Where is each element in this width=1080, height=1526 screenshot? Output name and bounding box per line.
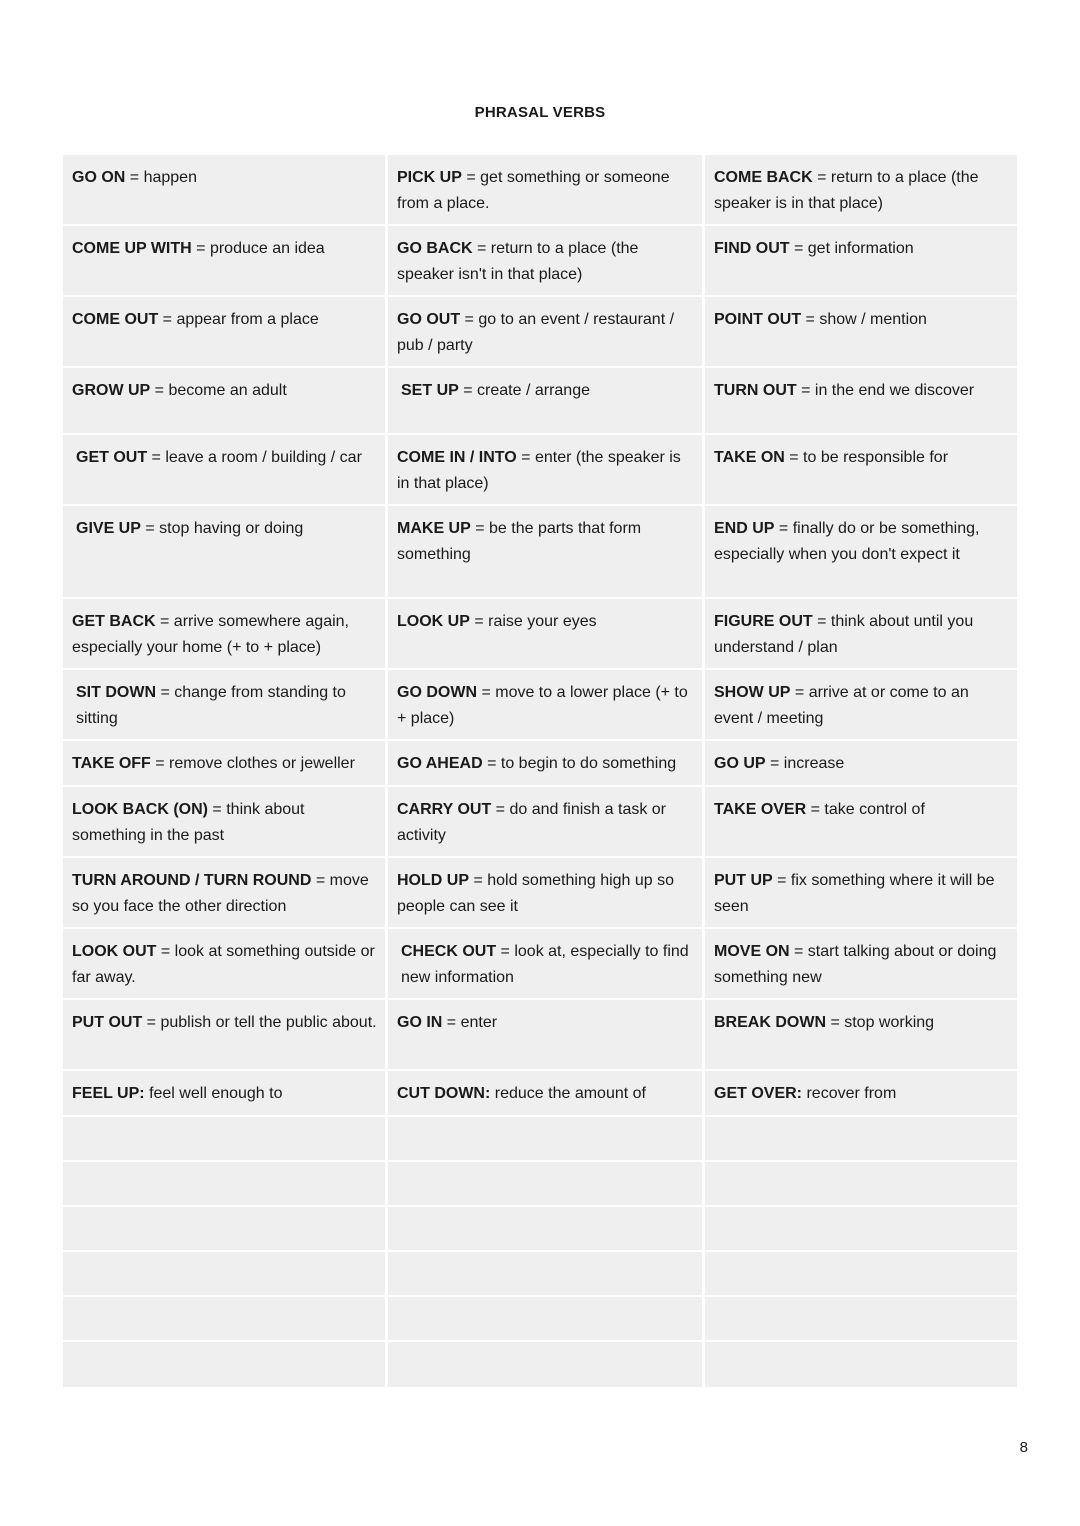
table-cell bbox=[388, 599, 702, 670]
definition: look at, especially to find new information bbox=[401, 943, 689, 986]
definition: stop having or doing bbox=[159, 520, 304, 537]
table-cell bbox=[388, 155, 702, 226]
phrasal-verb: CHECK OUT bbox=[401, 943, 497, 960]
separator: = bbox=[469, 613, 489, 630]
definition: publish or tell the public about. bbox=[160, 1014, 377, 1031]
table-cell bbox=[705, 599, 1017, 670]
separator: = bbox=[790, 684, 809, 701]
phrasal-verb: PICK UP bbox=[397, 169, 462, 186]
table-cell bbox=[705, 858, 1017, 929]
separator: = bbox=[150, 755, 170, 772]
phrasal-verb: GROW UP bbox=[72, 382, 151, 399]
separator: = bbox=[472, 240, 491, 257]
separator: = bbox=[482, 755, 501, 772]
definition: appear from a place bbox=[176, 311, 319, 328]
separator: = bbox=[812, 613, 831, 630]
separator: = bbox=[789, 943, 808, 960]
definition: look at something outside or far away. bbox=[72, 943, 375, 986]
separator: = bbox=[470, 520, 490, 537]
separator: = bbox=[155, 613, 174, 630]
definition: move so you face the other direction bbox=[72, 872, 369, 915]
separator: = bbox=[516, 449, 535, 466]
empty-cell bbox=[705, 1252, 1017, 1297]
phrasal-verb: GO ON bbox=[72, 169, 126, 186]
table-cell bbox=[388, 670, 702, 741]
table-cell bbox=[705, 506, 1017, 599]
separator: = bbox=[469, 872, 488, 889]
empty-cell bbox=[705, 1117, 1017, 1162]
separator: = bbox=[772, 872, 791, 889]
separator: = bbox=[156, 684, 175, 701]
phrasal-verb: TAKE OFF bbox=[72, 755, 151, 772]
definition: become an adult bbox=[168, 382, 287, 399]
separator: = bbox=[442, 1014, 461, 1031]
definition: enter (the speaker is in that place) bbox=[397, 449, 681, 492]
page-title: PHRASAL VERBS bbox=[474, 104, 606, 121]
table-cell bbox=[705, 741, 1017, 787]
separator: = bbox=[477, 684, 496, 701]
separator: = bbox=[826, 1014, 845, 1031]
empty-cell bbox=[388, 1162, 702, 1207]
definition: happen bbox=[143, 169, 197, 186]
separator: = bbox=[491, 801, 510, 818]
definition: return to a place (the speaker isn't in that place) bbox=[397, 240, 639, 283]
phrasal-verb: FIGURE OUT bbox=[714, 613, 813, 630]
definition: take control of bbox=[824, 801, 925, 818]
definition: feel well enough to bbox=[149, 1085, 283, 1102]
definition: fix something where it will be seen bbox=[714, 872, 995, 915]
table-cell bbox=[388, 297, 702, 368]
phrasal-verb: GO AHEAD bbox=[397, 755, 483, 772]
empty-cell bbox=[388, 1342, 702, 1387]
table-cell bbox=[705, 297, 1017, 368]
phrasal-verb: GO DOWN bbox=[397, 684, 477, 701]
table-cell bbox=[705, 1071, 1017, 1117]
table-cell bbox=[388, 435, 702, 506]
table-cell bbox=[388, 1071, 702, 1117]
definition: arrive somewhere again, especially your home (+ to + place) bbox=[72, 613, 349, 656]
definition: move to a lower place (+ to + place) bbox=[397, 684, 688, 727]
table-cell bbox=[705, 1000, 1017, 1071]
separator: = bbox=[156, 943, 175, 960]
phrasal-verb: GO IN bbox=[397, 1014, 443, 1031]
separator: = bbox=[784, 449, 804, 466]
phrasal-verb: SIT DOWN bbox=[76, 684, 156, 701]
definition: think about something in the past bbox=[72, 801, 305, 844]
definition: do and finish a task or activity bbox=[397, 801, 667, 844]
empty-cell bbox=[63, 1297, 385, 1342]
separator: = bbox=[765, 755, 784, 772]
separator: = bbox=[774, 520, 793, 537]
table-cell bbox=[388, 858, 702, 929]
empty-cell bbox=[705, 1342, 1017, 1387]
definition: hold something high up so people can see it bbox=[397, 872, 675, 915]
definition: get something or someone from a place. bbox=[397, 169, 670, 212]
table-cell bbox=[705, 929, 1017, 1000]
page-number: 8 bbox=[1019, 1439, 1028, 1456]
definition: be the parts that form something bbox=[397, 520, 642, 563]
empty-cell bbox=[705, 1162, 1017, 1207]
definition: finally do or be something, especially when you don't expect it bbox=[714, 520, 980, 563]
phrasal-verbs-table bbox=[63, 155, 1017, 1387]
phrasal-verb: FIND OUT bbox=[714, 240, 790, 257]
empty-cell bbox=[63, 1342, 385, 1387]
definition: enter bbox=[460, 1014, 498, 1031]
definition: remove clothes or jeweller bbox=[169, 755, 355, 772]
table-cell bbox=[705, 435, 1017, 506]
separator: = bbox=[789, 240, 808, 257]
phrasal-verb: GO UP bbox=[714, 755, 766, 772]
table-cell bbox=[705, 670, 1017, 741]
definition: recover from bbox=[806, 1085, 897, 1102]
table-cell bbox=[388, 787, 702, 858]
table-cell bbox=[388, 506, 702, 599]
separator: = bbox=[458, 382, 478, 399]
phrasal-verb: PUT OUT bbox=[72, 1014, 143, 1031]
phrasal-verb: LOOK BACK (ON) bbox=[72, 801, 208, 818]
table-cell bbox=[63, 155, 385, 226]
separator: = bbox=[796, 382, 815, 399]
definition: go to an event / restaurant / pub / party bbox=[397, 311, 675, 354]
phrasal-verb: TURN AROUND / TURN ROUND bbox=[72, 872, 312, 889]
separator: = bbox=[461, 169, 481, 186]
definition: get information bbox=[807, 240, 914, 257]
separator: = bbox=[142, 1014, 161, 1031]
table-cell bbox=[63, 368, 385, 435]
definition: to begin to do something bbox=[500, 755, 677, 772]
definition: think about until you understand / plan bbox=[714, 613, 974, 656]
separator: = bbox=[207, 801, 227, 818]
empty-cell bbox=[705, 1207, 1017, 1252]
table-cell bbox=[63, 858, 385, 929]
empty-cell bbox=[63, 1117, 385, 1162]
table-cell bbox=[388, 741, 702, 787]
phrasal-verb: GET OVER: bbox=[714, 1085, 803, 1102]
phrasal-verb: GET BACK bbox=[72, 613, 156, 630]
phrasal-verb: COME UP WITH bbox=[72, 240, 192, 257]
table-cell bbox=[63, 599, 385, 670]
empty-cell bbox=[63, 1162, 385, 1207]
phrasal-verb: CUT DOWN: bbox=[397, 1085, 491, 1102]
table-cell bbox=[705, 155, 1017, 226]
empty-cell bbox=[705, 1297, 1017, 1342]
table-cell bbox=[388, 368, 702, 435]
definition: arrive at or come to an event / meeting bbox=[714, 684, 969, 727]
phrasal-verb: POINT OUT bbox=[714, 311, 802, 328]
table-cell bbox=[388, 1000, 702, 1071]
phrasal-verb: LOOK UP bbox=[397, 613, 470, 630]
definition: change from standing to sitting bbox=[76, 684, 346, 727]
phrasal-verb: END UP bbox=[714, 520, 775, 537]
separator: = bbox=[125, 169, 144, 186]
empty-cell bbox=[388, 1207, 702, 1252]
table-cell bbox=[63, 787, 385, 858]
phrasal-verb: CARRY OUT bbox=[397, 801, 492, 818]
definition: start talking about or doing something new bbox=[714, 943, 997, 986]
separator: = bbox=[158, 311, 177, 328]
phrasal-verb: FEEL UP: bbox=[72, 1085, 145, 1102]
table-cell bbox=[388, 929, 702, 1000]
definition: stop working bbox=[844, 1014, 935, 1031]
definition: to be responsible for bbox=[803, 449, 949, 466]
table-cell bbox=[63, 506, 385, 599]
separator: = bbox=[147, 449, 166, 466]
definition: leave a room / building / car bbox=[165, 449, 362, 466]
empty-cell bbox=[63, 1252, 385, 1297]
empty-cell bbox=[388, 1117, 702, 1162]
table-cell bbox=[705, 787, 1017, 858]
phrasal-verb: MOVE ON bbox=[714, 943, 790, 960]
phrasal-verb: SET UP bbox=[401, 382, 459, 399]
phrasal-verb: TAKE OVER bbox=[714, 801, 807, 818]
phrasal-verb: COME IN / INTO bbox=[397, 449, 517, 466]
separator: = bbox=[460, 311, 479, 328]
phrasal-verb: HOLD UP bbox=[397, 872, 469, 889]
separator: = bbox=[496, 943, 515, 960]
phrasal-verb: TURN OUT bbox=[714, 382, 797, 399]
definition: produce an idea bbox=[209, 240, 325, 257]
separator: = bbox=[311, 872, 330, 889]
separator: = bbox=[150, 382, 169, 399]
table-cell bbox=[63, 741, 385, 787]
phrasal-verb: MAKE UP bbox=[397, 520, 471, 537]
table-cell bbox=[388, 226, 702, 297]
table-cell bbox=[63, 1000, 385, 1071]
definition: raise your eyes bbox=[488, 613, 597, 630]
definition: create / arrange bbox=[477, 382, 590, 399]
table-cell bbox=[705, 226, 1017, 297]
separator: = bbox=[191, 240, 210, 257]
separator: = bbox=[806, 801, 825, 818]
empty-cell bbox=[63, 1207, 385, 1252]
table-cell bbox=[63, 435, 385, 506]
phrasal-verb: GIVE UP bbox=[76, 520, 141, 537]
table-cell bbox=[705, 368, 1017, 435]
separator: = bbox=[140, 520, 160, 537]
definition: increase bbox=[783, 755, 845, 772]
phrasal-verb: BREAK DOWN bbox=[714, 1014, 826, 1031]
separator: = bbox=[801, 311, 820, 328]
phrasal-verb: GO OUT bbox=[397, 311, 461, 328]
phrasal-verb: GET OUT bbox=[76, 449, 148, 466]
phrasal-verb: LOOK OUT bbox=[72, 943, 157, 960]
table-cell bbox=[63, 1071, 385, 1117]
table-cell bbox=[63, 670, 385, 741]
phrasal-verb: COME OUT bbox=[72, 311, 159, 328]
table-cell bbox=[63, 297, 385, 368]
definition: in the end we discover bbox=[814, 382, 975, 399]
phrasal-verb: COME BACK bbox=[714, 169, 813, 186]
phrasal-verb: SHOW UP bbox=[714, 684, 791, 701]
definition: return to a place (the speaker is in that place) bbox=[714, 169, 979, 212]
phrasal-verb: TAKE ON bbox=[714, 449, 785, 466]
table-cell bbox=[63, 226, 385, 297]
separator: = bbox=[812, 169, 831, 186]
phrasal-verb: PUT UP bbox=[714, 872, 773, 889]
empty-cell bbox=[388, 1297, 702, 1342]
empty-cell bbox=[388, 1252, 702, 1297]
definition: show / mention bbox=[819, 311, 927, 328]
table-cell bbox=[63, 929, 385, 1000]
definition: reduce the amount of bbox=[494, 1085, 646, 1102]
phrasal-verb: GO BACK bbox=[397, 240, 473, 257]
